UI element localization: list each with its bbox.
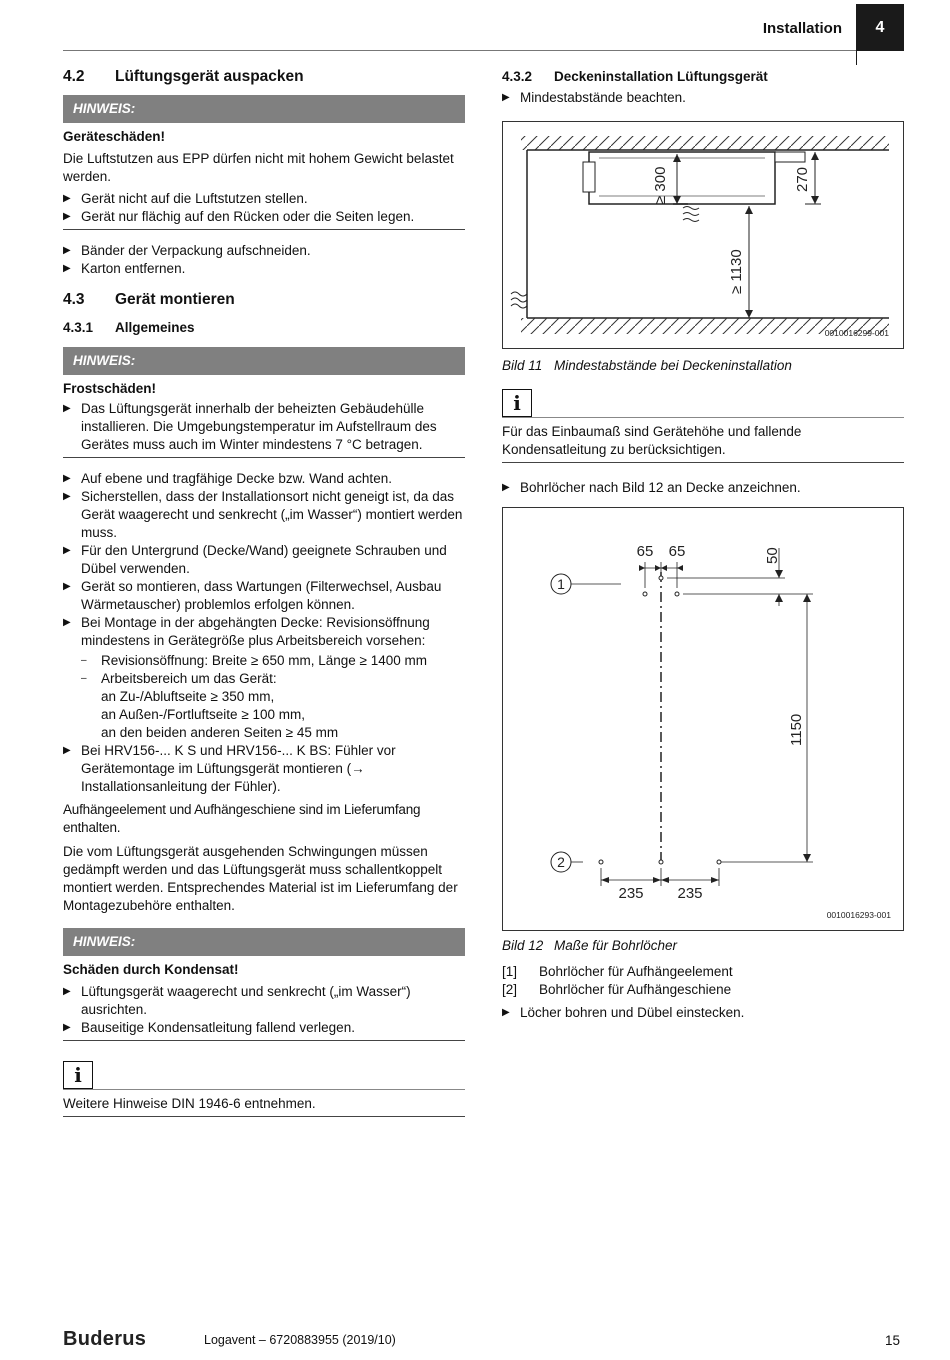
list-item: ▶ Das Lüftungsgerät innerhalb der beheizten Gebäudehülle installieren. Die Umgebungstemperatur im Aufstellraum des Gerätes muss auch im Winter mindestens 7 °C betragen. xyxy=(63,400,465,454)
figure-12-drawing xyxy=(503,508,905,930)
svg-text:2: 2 xyxy=(557,854,565,870)
page-number: 15 xyxy=(885,1333,901,1348)
running-header-title: Installation xyxy=(762,20,842,37)
notice-heading: Frostschäden! xyxy=(63,381,157,396)
dim-min-300: ≥ 300 xyxy=(652,166,669,204)
list-item: ▶ Bänder der Verpackung aufschneiden. xyxy=(63,242,465,260)
list-item: ▶ Mindestabstände beachten. xyxy=(502,89,904,107)
notice-heading: Schäden durch Kondensat! xyxy=(63,962,239,977)
info-box-installation-height xyxy=(502,389,904,463)
dim-50: 50 xyxy=(764,547,781,564)
list-item: ▶ Auf ebene und tragfähige Decke bzw. Wand achten. xyxy=(63,470,465,488)
list-item: ▶ Gerät nicht auf die Luftstutzen stellen. xyxy=(63,190,465,208)
info-text: Für das Einbaumaß sind Gerätehöhe und fallende Kondensatleitung zu berücksichtigen. xyxy=(502,418,904,463)
paragraph-vibration: Die vom Lüftungsgerät ausgehenden Schwingungen müssen gedämpft werden und das Lüftungsgerät muss schallentkoppelt montiert werden. Entsprechendes Material ist im Lieferumfang der Montagezubehöre enthalten. xyxy=(63,844,458,913)
legend-row: [2] Bohrlöcher für Aufhängeschiene xyxy=(502,982,732,997)
notice-device-damage xyxy=(63,95,465,230)
notice-label: HINWEIS: xyxy=(63,347,465,375)
ceiling-hatch xyxy=(521,136,889,150)
section-4-3-2-heading: 4.3.2 Deckeninstallation Lüftungsgerät xyxy=(502,69,768,84)
unit-connector-left xyxy=(583,162,595,192)
info-icon: i xyxy=(63,1061,93,1089)
figure-12-legend xyxy=(502,963,904,999)
dim-270: 270 xyxy=(794,166,811,192)
dim-235-left: 235 xyxy=(618,885,644,902)
notice-condensate xyxy=(63,928,465,1041)
general-steps xyxy=(63,470,465,796)
legend-row: [1] Bohrlöcher für Aufhängeelement xyxy=(502,964,733,979)
figure-11-caption: Bild 11 Mindestabstände bei Deckeninstallation xyxy=(502,358,792,373)
list-item: ▶ Sicherstellen, dass der Installationsort nicht geneigt ist, da das Gerät waagerecht und senkrecht („im Wasser“) montiert werden muss. xyxy=(63,488,465,542)
notice-label: HINWEIS: xyxy=(63,928,465,956)
dim-min-1130: ≥ 1130 xyxy=(728,249,745,294)
info-box-din xyxy=(63,1061,465,1117)
notice-label: HINWEIS: xyxy=(63,95,465,123)
section-4-2-heading: 4.2 Lüftungsgerät auspacken xyxy=(63,68,304,85)
footer-doc-id: Logavent – 6720883955 (2019/10) xyxy=(204,1333,396,1347)
notice-frost-damage xyxy=(63,347,465,458)
right-column xyxy=(502,68,904,1022)
dim-235-right: 235 xyxy=(677,885,703,902)
paragraph-scope: Aufhängeelement und Aufhängeschiene sind im Lieferumfang enthalten. xyxy=(63,802,421,835)
hole-suspension-right xyxy=(675,592,679,596)
dim-65-left: 65 xyxy=(636,543,654,560)
wall-break-symbol xyxy=(511,292,527,308)
figure-12-drill-holes xyxy=(502,507,904,931)
hole-suspension-left xyxy=(643,592,647,596)
list-item: ▶ Bei HRV156-... K S und HRV156-... K BS: Fühler vor Gerätemontage im Lüftungsgerät montieren (→ Installationsanleitung der Fühler). xyxy=(63,742,465,796)
sub-list-item: – Revisionsöffnung: Breite ≥ 650 mm, Länge ≥ 1400 mm xyxy=(81,652,465,670)
dim-1150: 1150 xyxy=(788,713,805,746)
list-item: ▶ Gerät so montieren, dass Wartungen (Filterwechsel, Ausbau Wärmetauscher) problemlos erfolgen können. xyxy=(63,578,465,614)
list-item: ▶ Bei Montage in der abgehängten Decke: Revisionsöffnung mindestens in Gerätegröße plus Arbeitsbereich vorsehen: – Revisionsöffnung: Breite ≥ 650 mm, Länge ≥ 1400 mm – Arbeitsbereich um das Gerät: an Zu-/Abluftseite ≥ 350 mm, an Außen-/Fortluftseite ≥ 100 mm, an den beiden anderen Seiten ≥ 45 mm xyxy=(63,614,465,742)
list-item: ▶ Bohrlöcher nach Bild 12 an Decke anzeichnen. xyxy=(502,479,904,497)
info-text: Weitere Hinweise DIN 1946-6 entnehmen. xyxy=(63,1090,465,1117)
figure-code: 0010016293-001 xyxy=(826,910,891,920)
hole-rail-right xyxy=(717,860,721,864)
section-4-3-1-heading: 4.3.1 Allgemeines xyxy=(63,320,195,335)
figure-12-caption: Bild 12 Maße für Bohrlöcher xyxy=(502,938,678,953)
brand-logo: Buderus xyxy=(63,1328,147,1350)
section-4-3-heading: 4.3 Gerät montieren xyxy=(63,291,235,308)
notice-heading: Geräteschäden! xyxy=(63,129,166,144)
left-column xyxy=(63,68,465,1117)
unpack-steps xyxy=(63,242,465,278)
dim-65-right: 65 xyxy=(668,543,686,560)
revision-sub-list xyxy=(81,652,465,742)
list-item: ▶ Lüftungsgerät waagerecht und senkrecht („im Wasser“) ausrichten. xyxy=(63,983,465,1019)
info-icon: i xyxy=(502,389,532,417)
list-item: ▶ Bauseitige Kondensatleitung fallend verlegen. xyxy=(63,1019,465,1037)
hole-rail-center xyxy=(659,860,663,864)
figure-11-drawing xyxy=(503,122,905,348)
notice-text: Die Luftstutzen aus EPP dürfen nicht mit hohem Gewicht belastet werden. xyxy=(63,151,454,184)
chapter-tab-line xyxy=(856,51,857,65)
list-item: ▶ Karton entfernen. xyxy=(63,260,465,278)
svg-text:1: 1 xyxy=(557,576,565,592)
figure-code: 0010016299-001 xyxy=(824,328,889,338)
chapter-tab: 4 xyxy=(856,4,904,51)
figure-11-ceiling-clearance xyxy=(502,121,904,349)
sub-list-item: – Arbeitsbereich um das Gerät: an Zu-/Abluftseite ≥ 350 mm, an Außen-/Fortluftseite ≥ 100 mm, an den beiden anderen Seiten ≥ 45 mm xyxy=(81,670,465,742)
header-rule xyxy=(63,50,856,51)
list-item: ▶ Für den Untergrund (Decke/Wand) geeignete Schrauben und Dübel verwenden. xyxy=(63,542,465,578)
unit-bracket xyxy=(775,152,805,162)
list-item: ▶ Gerät nur flächig auf den Rücken oder die Seiten legen. xyxy=(63,208,465,226)
list-item: ▶ Löcher bohren und Dübel einstecken. xyxy=(502,1004,904,1022)
pipe-break-symbol xyxy=(683,207,699,222)
hole-suspension-center xyxy=(659,576,663,580)
hole-rail-left xyxy=(599,860,603,864)
